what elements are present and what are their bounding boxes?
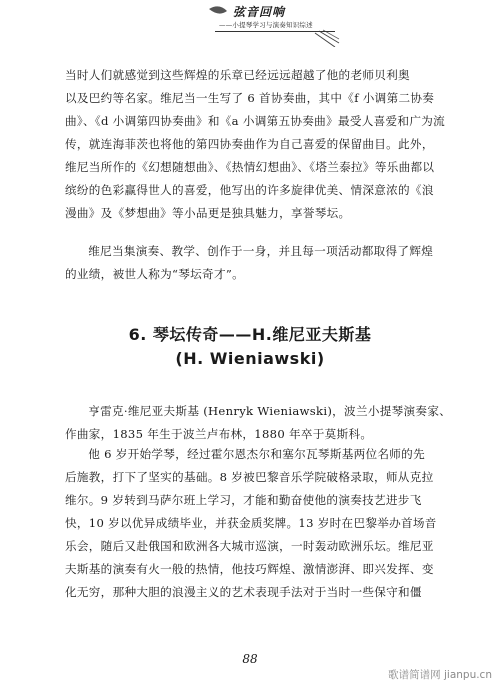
text-line: 夫斯基的演奏有火一般的热情，他技巧辉煌、激情澎湃、即兴发挥、变 xyxy=(65,562,434,576)
text-line: 后施教，打下了坚实的基础。8 岁被巴黎音乐学院破格录取，师从克拉 xyxy=(65,470,434,484)
text-line: 化无穷，那种大胆的浪漫主义的艺术表现手法对于当时一些保守和僵 xyxy=(65,585,422,599)
text-line: 他 6 岁开始学琴，经过霍尔恩杰尔和塞尔瓦琴斯基两位名师的先 xyxy=(88,447,425,461)
header-divider xyxy=(215,31,335,32)
text-line: 漫曲》及《梦想曲》等小品更是独具魅力，享誉琴坛。 xyxy=(65,206,351,220)
text-line: 亨雷克·维尼亚夫斯基 (Henryk Wieniawski)，波兰小提琴演奏家、 xyxy=(88,404,452,418)
page-header xyxy=(205,3,340,47)
text-line: 作曲家，1835 年生于波兰卢布林，1880 年卒于莫斯科。 xyxy=(65,427,373,441)
text-line: 当时人们就感觉到这些辉煌的乐章已经远远超越了他的老师贝利奥 xyxy=(65,68,410,82)
text-line: 快，10 岁以优异成绩毕业，并获金质奖牌。13 岁时在巴黎举办首场音 xyxy=(65,516,437,530)
paragraph-wieniawski-intro xyxy=(65,400,460,446)
text-line: 曲》、《d 小调第四协奏曲》和《a 小调第五协奏曲》最受人喜爱和广为流 xyxy=(65,114,446,128)
header-title: 弦音回响 xyxy=(233,5,286,19)
text-line: 传，就连海菲茨也将他的第四协奏曲作为自己喜爱的保留曲目。此外， xyxy=(65,137,434,151)
text-line: 以及巴约等名家。维尼当一生写了 6 首协奏曲，其中《f 小调第二协奏 xyxy=(65,91,435,105)
text-line: 缤纷的色彩赢得世人的喜爱，他写出的许多旋律优美、情深意浓的《浪 xyxy=(65,183,434,197)
text-line: 的业绩，被世人称为“琴坛奇才”。 xyxy=(65,267,244,281)
text-line: 维尔。9 岁转到马萨尔班上学习，才能和勤奋使他的演奏技艺进步飞 xyxy=(65,493,422,507)
paragraph-wieniawski-career xyxy=(65,443,460,604)
section-heading-latin: (H. Wieniawski) xyxy=(175,349,325,368)
text-line: 乐会，随后又赴俄国和欧洲各大城市巡演，一时轰动欧洲乐坛。维尼亚 xyxy=(65,539,434,553)
section-heading: 6. 琴坛传奇——H.维尼亚夫斯基 xyxy=(128,325,372,344)
text-line: 维尼当集演奏、教学、创作于一身，并且每一项活动都取得了辉煌 xyxy=(88,244,434,258)
paragraph-vieuxtemps-summary xyxy=(65,240,460,286)
page-number: 88 xyxy=(242,652,258,666)
site-watermark: 歌谱简谱网 jianpu.cn xyxy=(388,669,492,681)
header-subtitle: ——小提琴学习与演奏知识综述 xyxy=(219,21,313,29)
text-line: 维尼当所作的《幻想随想曲》、《热情幻想曲》、《塔兰泰拉》等乐曲都以 xyxy=(65,160,435,174)
paragraph-vieuxtemps-works xyxy=(65,64,460,225)
